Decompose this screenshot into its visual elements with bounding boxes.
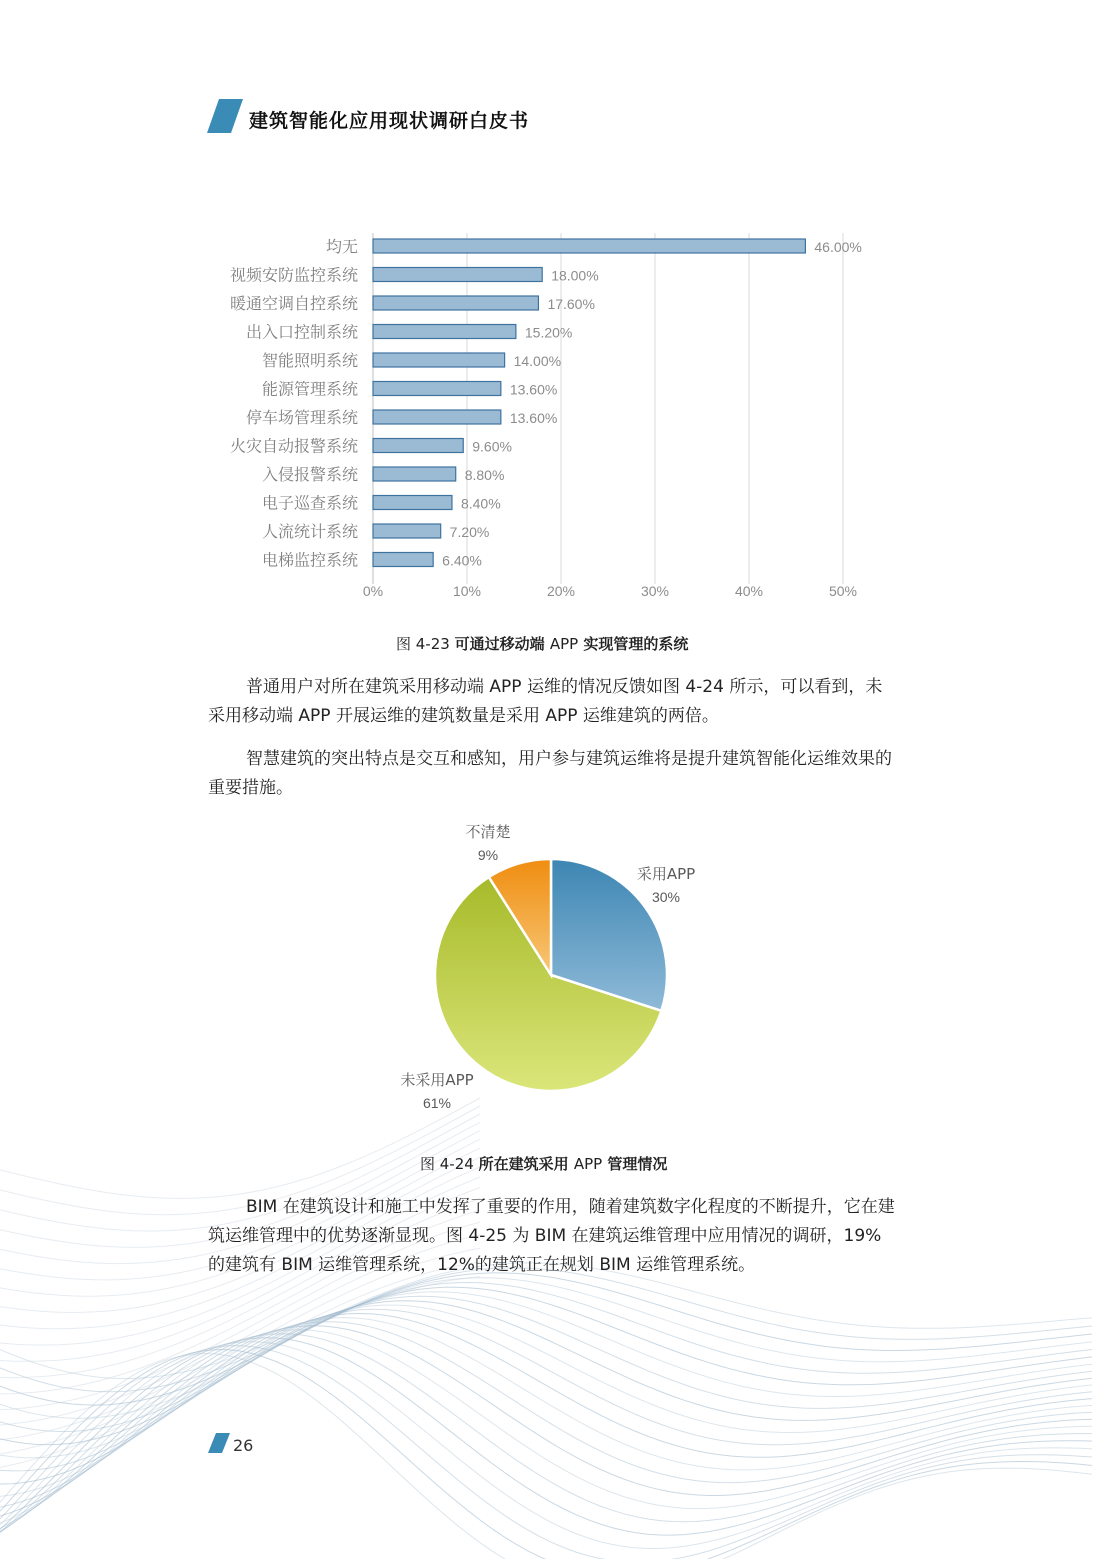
category-label: 电梯监控系统 [261,550,358,570]
document-title: 建筑智能化应用现状调研白皮书 [249,110,530,132]
bar [373,496,452,510]
category-label: 停车场管理系统 [245,408,358,427]
caption-app: APP [573,1155,603,1173]
figure-4-24-caption [420,1153,667,1174]
data-label: 13.60% [509,410,558,426]
caption-app: APP [549,635,579,653]
data-label: 7.20% [449,524,490,540]
paragraph-2 [208,745,898,803]
header-slash-icon [207,99,243,133]
page-number: 26 [233,1436,254,1455]
category-label: 出入口控制系统 [245,322,358,342]
bar [373,467,456,481]
slice-value-label: 61% [422,1095,452,1111]
slice-value-label: 30% [651,889,681,905]
bar [373,239,805,253]
data-label: 17.60% [547,296,595,312]
paragraph-2-text: 智慧建筑的突出特点是交互和感知，用户参与建筑运维将是提升建筑智能化运维效果的重要措施。 [208,749,892,798]
bar [373,353,505,367]
paragraph-1 [208,673,898,731]
category-label: 入侵报警系统 [261,465,358,484]
data-label: 8.40% [460,495,501,512]
x-tick-label: 20% [546,583,576,599]
x-tick-label: 40% [734,583,764,599]
slice-label: 不清楚 [465,823,511,841]
bar [373,325,516,339]
data-label: 9.60% [472,438,512,455]
data-label: 14.00% [513,353,562,369]
x-tick-label: 0% [362,583,384,599]
category-label: 火灾自动报警系统 [229,436,358,456]
x-tick-label: 50% [828,583,858,599]
x-tick-label: 10% [452,583,482,599]
figure-4-23-caption [396,633,688,654]
category-label: 能源管理系统 [261,379,358,399]
paragraph-1-text: 普通用户对所在建筑采用移动端 APP 运维的情况反馈如图 4-24 所示，可以看到，未采用移动端 APP 开展运维的建筑数量是采用 APP 运维建筑的两倍。 [208,677,883,726]
caption-text-end: 管理情况 [602,1155,668,1173]
slice-value-label: 9% [477,847,499,863]
data-label: 8.80% [464,467,505,483]
page-slash-icon [208,1433,230,1455]
category-label: 视频安防监控系统 [229,265,358,285]
x-tick-label: 30% [640,583,670,599]
data-label: 18.00% [551,267,599,284]
data-label: 15.20% [524,324,573,341]
caption-text: 可通过移动端 [454,635,550,653]
paragraph-3 [208,1193,898,1280]
bar [373,296,538,310]
bar [373,410,501,424]
data-label: 6.40% [442,552,482,569]
caption-prefix: 图 4-23 [396,635,455,653]
category-label: 暖通空调自控系统 [229,294,358,313]
bar [373,268,542,282]
category-label: 智能照明系统 [261,351,358,370]
data-label: 13.60% [509,381,558,398]
category-label: 人流统计系统 [261,522,358,541]
pie-chart-figure-4-24 [370,815,750,1115]
paragraph-3-text: BIM 在建筑设计和施工中发挥了重要的作用，随着建筑数字化程度的不断提升，它在建筑运维管理中的优势逐渐显现。图 4-25 为 BIM 在建筑运维管理中应用情况的调研，19%的建筑有 BIM 运维管理系统，12%的建筑正在规划 BIM 运维管理系统。 [208,1197,895,1275]
category-label: 均无 [325,237,358,256]
data-label: 46.00% [814,239,862,255]
bar-chart-figure-4-23 [200,225,900,610]
slice-label: 采用APP [636,865,696,883]
caption-prefix: 图 4-24 [420,1155,479,1173]
caption-text-end: 实现管理的系统 [578,635,689,653]
caption-text: 所在建筑采用 [478,1155,574,1173]
bar [373,439,463,453]
bar [373,524,441,538]
bar [373,382,501,396]
slice-label: 未采用APP [400,1071,474,1089]
category-label: 电子巡查系统 [261,493,358,513]
bar [373,553,433,567]
